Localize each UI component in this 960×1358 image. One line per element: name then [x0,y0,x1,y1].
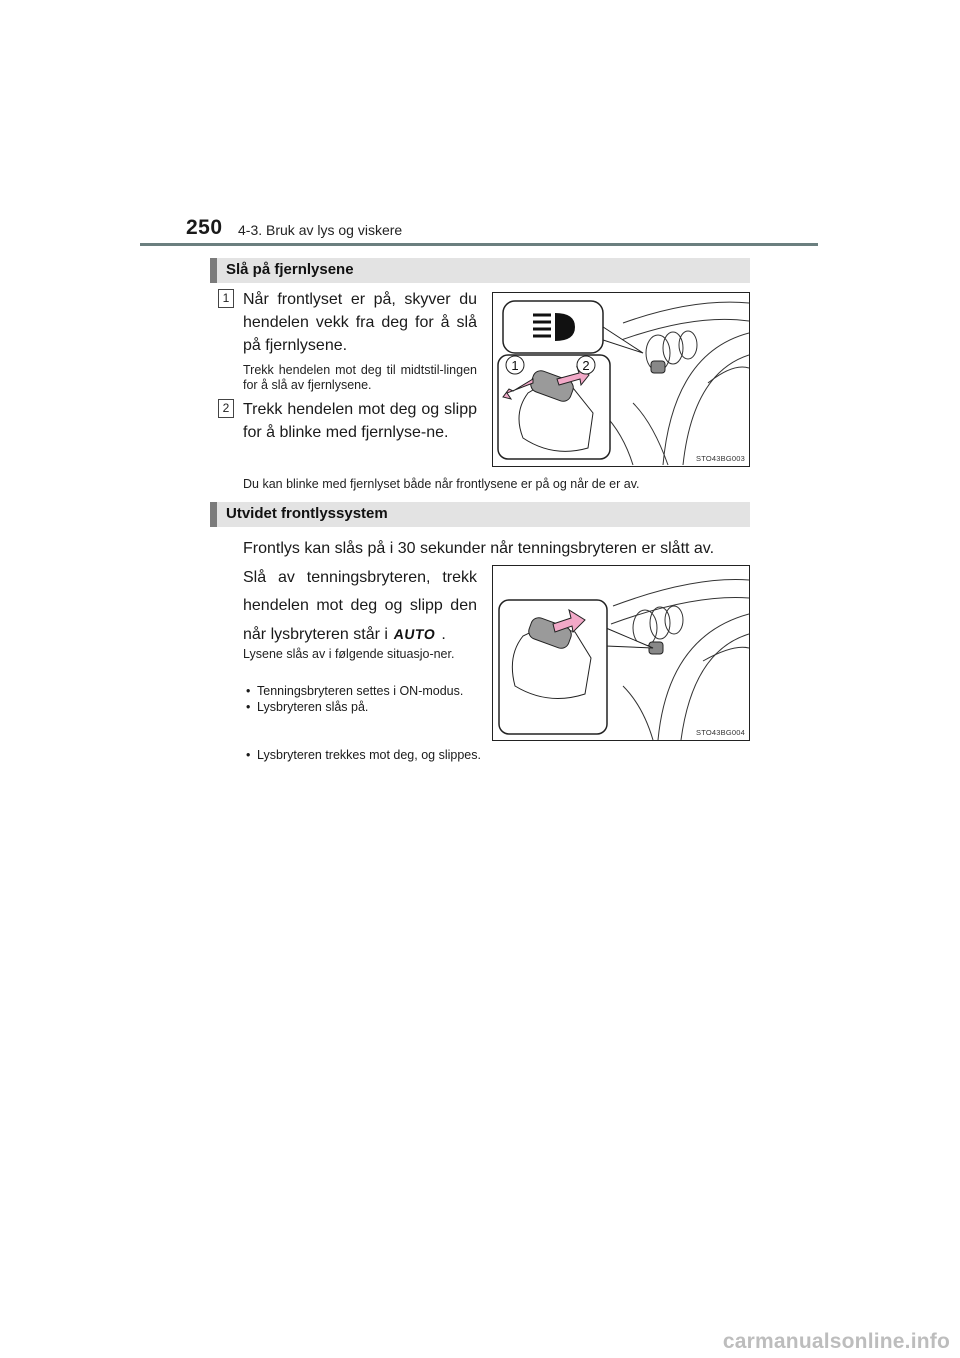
section-title: Utvidet frontlyssystem [226,505,388,522]
list-item: • Tenningsbryteren settes i ON-modus. [246,684,477,699]
step-1-note: Trekk hendelen mot deg til midtstil-lingen for å slå av fjernlysene. [243,363,477,392]
section-title: Slå på fjernlysene [226,261,354,278]
callout-1: 1 [511,358,519,373]
step-number-2: 2 [218,399,234,418]
section-2-instruction [243,564,477,649]
step-number-1: 1 [218,289,234,308]
conditions-list-continued [246,748,746,764]
section-2-intro: Frontlys kan slås på i 30 sekunder når tenningsbryteren er slått av. [243,540,715,557]
callout-2: 2 [582,358,590,373]
watermark: carmanualsonline.info [722,1330,950,1353]
steering-column-illustration [493,293,749,466]
chapter-title: 4-3. Bruk av lys og viskere [238,222,403,238]
instruction-end: . [441,626,446,643]
step-2-note: Du kan blinke med fjernlyset både når frontlysene er på og når de er av. [243,477,640,491]
instruction-text: Slå av tenningsbryteren, trekk hendelen mot deg og slipp den når lysbryteren står i [243,569,477,643]
section-heading-extended-headlight [210,502,750,527]
figure-auto-lever [492,565,750,741]
conditions-list [246,684,477,716]
figure-code: STO43BG004 [696,728,745,737]
figure-high-beam-lever [492,292,750,467]
list-item: • Lysbryteren trekkes mot deg, og slippes. [246,748,746,763]
section-2-note: Lysene slås av i følgende situasjo-ner. [243,647,455,661]
list-item: • Lysbryteren slås på. [246,700,477,715]
auto-switch-icon: AUTO [392,626,437,642]
page-number: 250 [186,216,223,239]
header-divider [140,243,818,246]
step-2-text: Trekk hendelen mot deg og slipp for å blinke med fjernlyse-ne. [243,401,477,441]
step-1-text: Når frontlyset er på, skyver du hendelen vekk fra deg for å slå på fjernlysene. [243,291,477,354]
steering-column-illustration [493,566,749,740]
section-heading-high-beam [210,258,750,283]
figure-code: STO43BG003 [696,454,745,463]
